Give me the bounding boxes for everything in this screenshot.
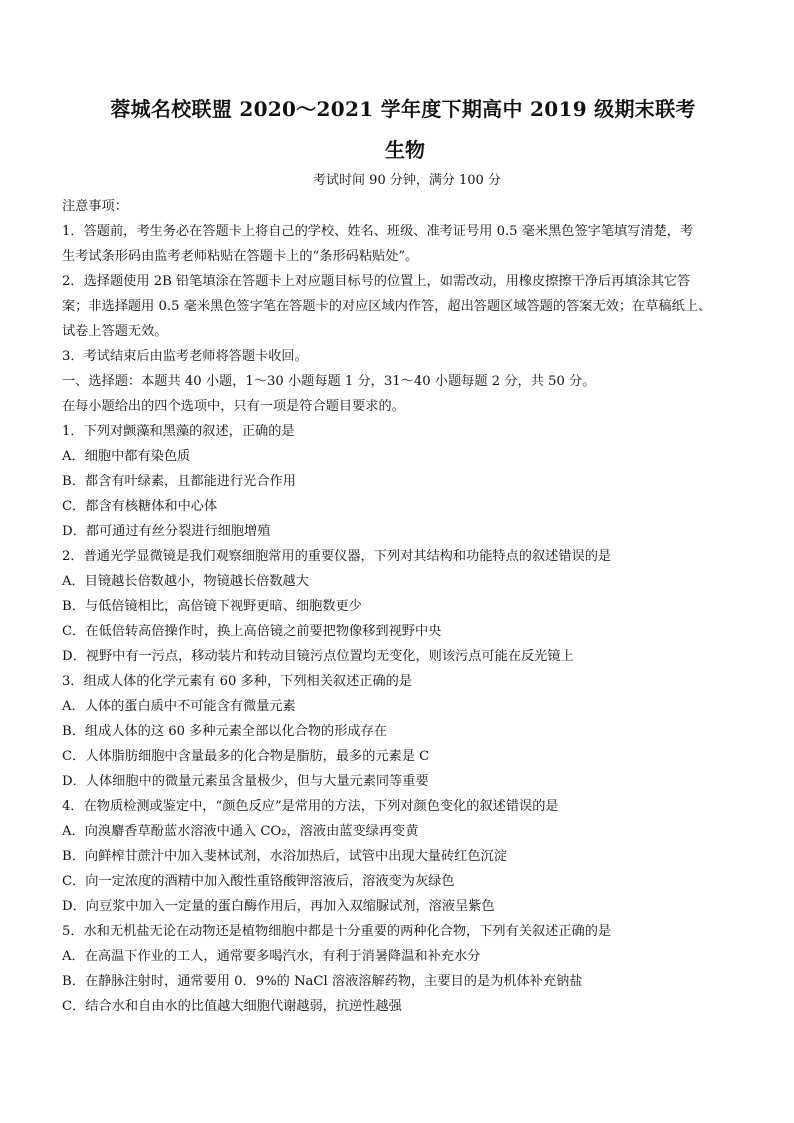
question-stem: 2．普通光学显微镜是我们观察细胞常用的重要仪器，下列对其结构和功能特点的叙述错误的是 [62,549,612,564]
section-heading: 一、选择题：本题共 40 小题，1～30 小题每题 1 分，31～40 小题每题 2 分，共 50 分。 [62,374,596,389]
question-4 [62,794,740,919]
subject-title: 生物 [385,138,425,162]
notice-line: 3．考试结束后由监考老师将答题卡收回。 [62,349,308,364]
option-d: D．向豆浆中加入一定量的蛋白酶作用后，再加入双缩脲试剂，溶液呈紫色 [62,899,495,914]
section-instruction: 在每小题给出的四个选项中，只有一项是符合题目要求的。 [62,399,405,414]
option-b: B．与低倍镜相比，高倍镜下视野更暗、细胞数更少 [62,599,362,614]
option-d: D．人体细胞中的微量元素虽含量极少，但与大量元素同等重要 [62,774,429,789]
exam-page [62,95,740,1019]
notice-line: 试卷上答题无效。 [62,324,168,339]
option-a: A．在高温下作业的工人，通常要多喝汽水，有利于消暑降温和补充水分 [62,949,481,964]
question-5 [62,919,740,1019]
notice-line: 2．选择题使用 2B 铅笔填涂在答题卡上对应题目标号的位置上，如需改动，用橡皮擦擦干净后再填涂其它答 [62,274,691,289]
option-a: A．细胞中都有染色质 [62,449,191,464]
option-b: B．向鲜榨甘蔗汁中加入斐林试剂，水浴加热后，试管中出现大量砖红色沉淀 [62,849,507,864]
question-stem: 5．水和无机盐无论在动物还是植物细胞中都是十分重要的两种化合物，下列有关叙述正确的是 [62,924,612,939]
notice-line: 案；非选择题用 0.5 毫米黑色签字笔在答题卡的对应区域内作答，超出答题区域答题的答案无效；在草稿纸上、 [62,299,712,314]
option-a: A．人体的蛋白质中不可能含有微量元素 [62,699,296,714]
notice-heading: 注意事项： [62,199,128,214]
question-1 [62,419,740,544]
notice-block [62,194,740,369]
option-d: D．视野中有一污点，移动装片和转动目镜污点位置均无变化，则该污点可能在反光镜上 [62,649,574,664]
exam-title: 蓉城名校联盟 2020～2021 学年度下期高中 2019 级期末联考 [110,97,696,121]
question-stem: 1．下列对颤藻和黑藻的叙述，正确的是 [62,424,295,439]
question-2 [62,544,740,669]
question-stem: 4．在物质检测或鉴定中，“颜色反应”是常用的方法，下列对颜色变化的叙述错误的是 [62,799,559,814]
section-header [62,369,740,419]
exam-info: 考试时间 90 分钟，满分 100 分 [313,173,501,188]
option-b: B．在静脉注射时，通常要用 0．9%的 NaCl 溶液溶解药物，主要目的是为机体补充钠盐 [62,974,583,989]
notice-line: 1．答题前，考生务必在答题卡上将自己的学校、姓名、班级、准考证号用 0.5 毫米黑色签字笔填写清楚，考 [62,224,694,239]
option-b: B．组成人体的这 60 多种元素全部以化合物的形成存在 [62,724,387,739]
option-b: B．都含有叶绿素，且都能进行光合作用 [62,474,296,489]
option-a: A．目镜越长倍数越小，物镜越长倍数越大 [62,574,309,589]
question-3 [62,669,740,794]
option-c: C．向一定浓度的酒精中加入酸性重铬酸钾溶液后，溶液变为灰绿色 [62,874,455,889]
option-d: D．都可通过有丝分裂进行细胞增殖 [62,524,271,539]
question-stem: 3．组成人体的化学元素有 60 多种，下列相关叙述正确的是 [62,674,413,689]
option-c: C．人体脂肪细胞中含量最多的化合物是脂肪，最多的元素是 C [62,749,430,764]
option-a: A．向溴麝香草酚蓝水溶液中通入 CO₂，溶液由蓝变绿再变黄 [62,824,419,839]
option-c: C．结合水和自由水的比值越大细胞代谢越弱，抗逆性越强 [62,999,402,1014]
notice-line: 生考试条形码由监考老师粘贴在答题卡上的“条形码粘贴处”。 [62,249,419,264]
option-c: C．都含有核糖体和中心体 [62,499,218,514]
option-c: C．在低倍转高倍操作时，换上高倍镜之前要把物像移到视野中央 [62,624,442,639]
